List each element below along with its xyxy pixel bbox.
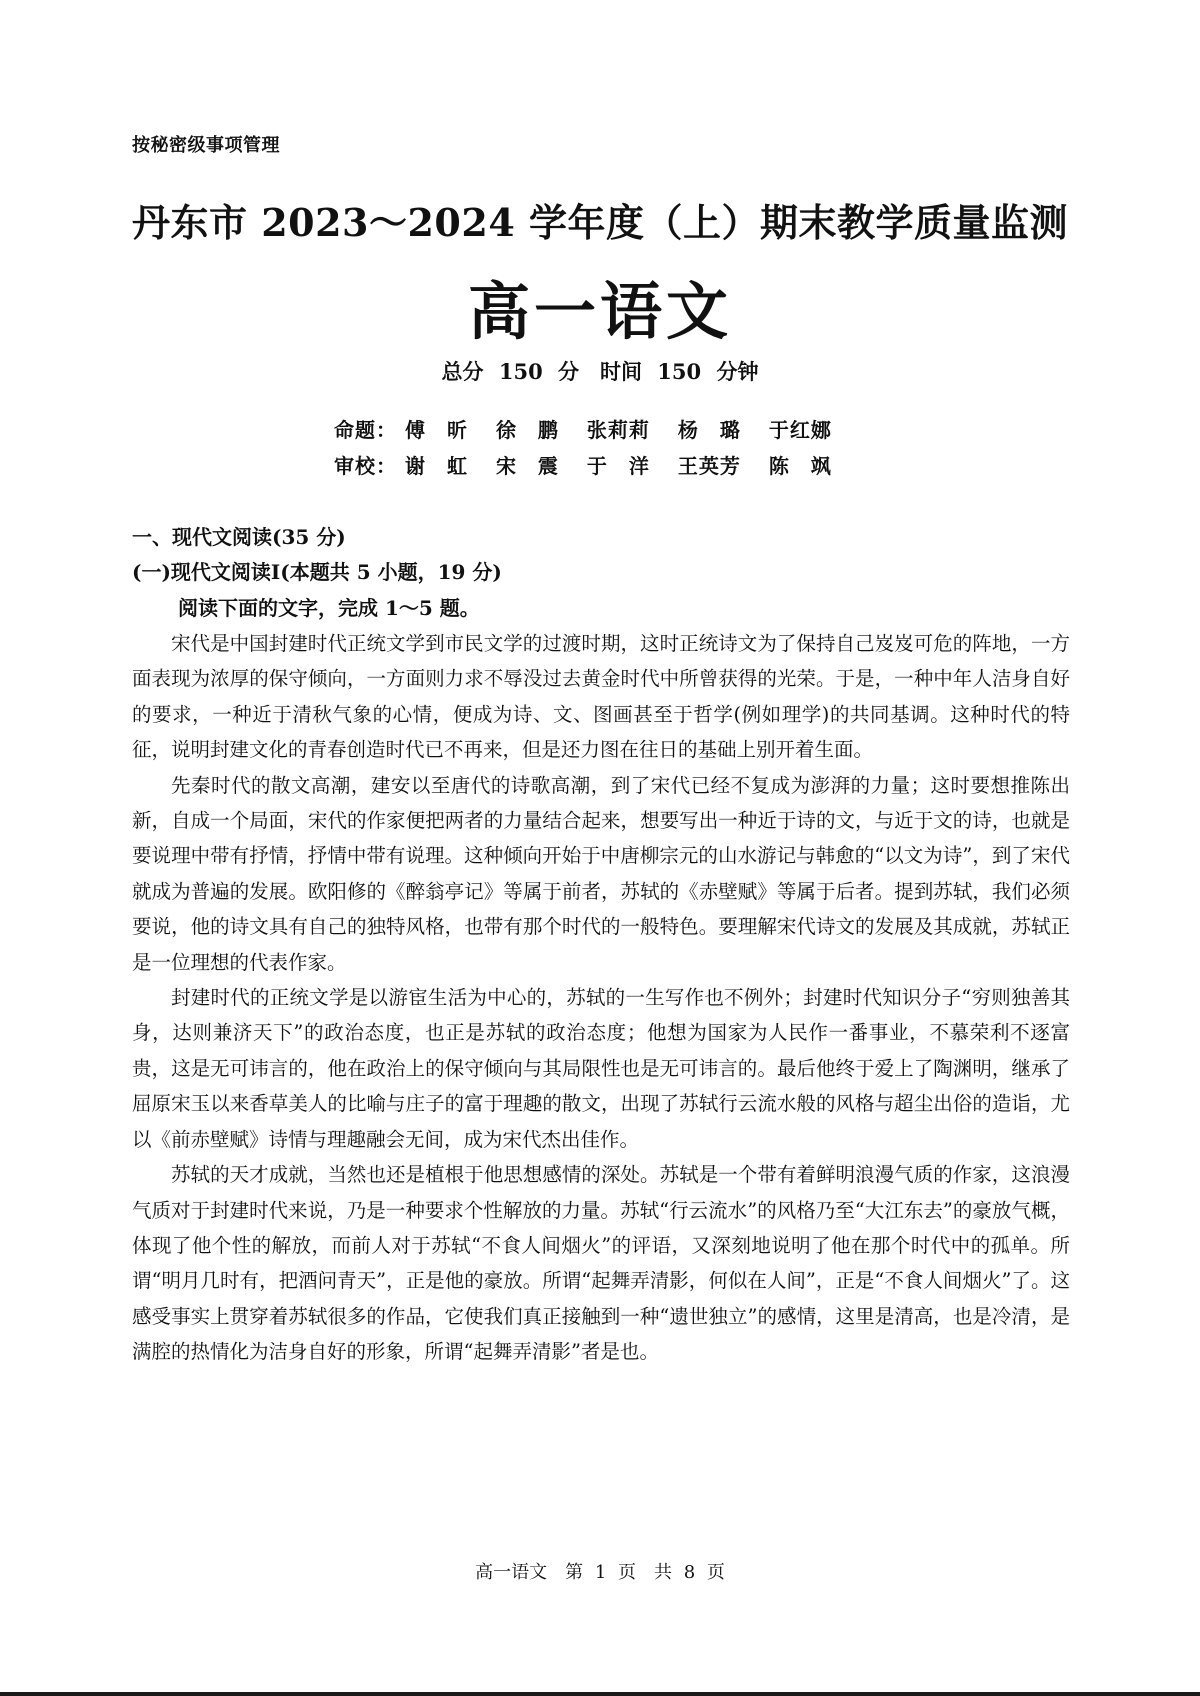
reviewers-label: 审校： (334, 454, 397, 478)
exam-title: 丹东市 2023～2024 学年度（上）期末教学质量监测 (132, 200, 1068, 245)
reviewer-name: 谢 虹 (404, 454, 468, 478)
reviewer-name: 于 洋 (586, 454, 650, 478)
page-footer: 高一语文 第 1 页 共 8 页 (475, 1562, 725, 1583)
subject-title: 高一语文 (467, 275, 732, 348)
subsection-heading: (一)现代文阅读Ⅰ(本题共 5 小题，19 分) (132, 560, 502, 584)
proposer-name: 徐 鹏 (495, 418, 559, 442)
proposers-label: 命题： (334, 418, 397, 442)
passage-paragraph: 宋代是中国封建时代正统文学到市民文学的过渡时期，这时正统诗文为了保持自己岌岌可危的阵地，一方面表现为浓厚的保守倾向，一方面则力求不辱没过去黄金时代中所曾获得的光荣。于是，一种中年人洁身自好的要求，一种近于清秋气象的心情，便成为诗、文、图画甚至于哲学(例如理学)的共同基调。这种时代的特征，说明封建文化的青春创造时代已不再来，但是还力图在往日的基础上别开着生面。 (132, 632, 1070, 762)
proposers-line (334, 414, 852, 443)
passage-paragraph: 先秦时代的散文高潮，建安以至唐代的诗歌高潮，到了宋代已经不复成为澎湃的力量；这时要想推陈出新，自成一个局面，宋代的作家便把两者的力量结合起来，想要写出一种近于诗的文，与近于文的诗，也就是要说理中带有抒情，抒情中带有说理。这种倾向开始于中唐柳宗元的山水游记与韩愈的“以文为诗”，到了宋代就成为普遍的发展。欧阳修的《醉翁亭记》等属于前者，苏轼的《赤壁赋》等属于后者。提到苏轼，我们必须要说，他的诗文具有自己的独特风格，也带有那个时代的一般特色。要理解宋代诗文的发展及其成就，苏轼正是一位理想的代表作家。 (132, 773, 1070, 974)
passage-paragraph: 封建时代的正统文学是以游宦生活为中心的，苏轼的一生写作也不例外；封建时代知识分子“穷则独善其身，达则兼济天下”的政治态度，也正是苏轼的政治态度；他想为国家为人民作一番事业，不慕荣利不逐富贵，这是无可讳言的，他在政治上的保守倾向与其局限性也是无可讳言的。最后他终于爱上了陶渊明，继承了屈原宋玉以来香草美人的比喻与庄子的富于理趣的散文，出现了苏轼行云流水般的风格与超尘出俗的造诣，尤以《前赤壁赋》诗情与理趣融会无间，成为宋代杰出佳作。 (132, 986, 1070, 1151)
reviewer-name: 王英芳 (677, 454, 741, 478)
passage-paragraph: 苏轼的天才成就，当然也还是植根于他思想感情的深处。苏轼是一个带有着鲜明浪漫气质的作家，这浪漫气质对于封建时代来说，乃是一种要求个性解放的力量。苏轼“行云流水”的风格乃至“大江东去”的豪放气概，体现了他个性的解放，而前人对于苏轼“不食人间烟火”的评语，又深刻地说明了他在那个时代中的孤单。所谓“明月几时有，把酒问青天”，正是他的豪放。所谓“起舞弄清影，何似在人间”，正是“不食人间烟火”了。这感受事实上贯穿着苏轼很多的作品，它使我们真正接触到一种“遗世独立”的感情，这里是清高，也是冷清，是满腔的热情化为洁身自好的形象，所谓“起舞弄清影”者是也。 (132, 1163, 1070, 1364)
proposer-name: 于红娜 (768, 418, 832, 442)
reviewer-name: 陈 飒 (768, 454, 832, 478)
reviewers-line (334, 450, 852, 479)
reviewer-name: 宋 震 (495, 454, 559, 478)
proposer-name: 傅 昕 (404, 418, 468, 442)
score-time-line: 总分 150 分 时间 150 分钟 (441, 359, 759, 384)
reading-instruction: 阅读下面的文字，完成 1～5 题。 (178, 596, 480, 620)
scan-bottom-edge (0, 1692, 1200, 1696)
section-heading: 一、现代文阅读(35 分) (132, 525, 346, 549)
proposer-name: 杨 璐 (677, 418, 741, 442)
proposer-name: 张莉莉 (586, 418, 650, 442)
reading-passage (132, 626, 1070, 1370)
classification-label: 按秘密级事项管理 (132, 135, 280, 156)
